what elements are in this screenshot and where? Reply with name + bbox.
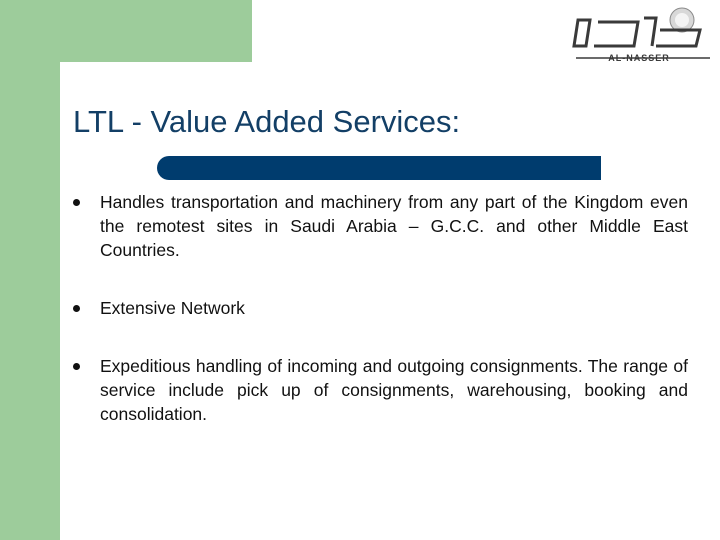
bullet-item	[73, 296, 688, 320]
bullet-list	[73, 190, 688, 426]
logo-caption: AL-NASSER	[608, 53, 670, 63]
slide-title: LTL - Value Added Services:	[73, 104, 461, 139]
bullet-item	[73, 354, 688, 426]
bullet-text: Handles transportation and machinery from any part of the Kingdom even the remotest sites in Saudi Arabia – G.C.C. and other Middle East Countries.	[100, 192, 688, 260]
green-top-band	[0, 0, 252, 62]
bullet-dot-icon	[73, 305, 80, 312]
green-sidebar-band	[0, 0, 60, 540]
bullet-text: Extensive Network	[100, 298, 245, 318]
bullet-text: Expeditious handling of incoming and outgoing consignments. The range of service include pick up of consignments, warehousing, booking and consolidation.	[100, 356, 688, 424]
bullet-dot-icon	[73, 199, 80, 206]
title-underline-bar	[157, 156, 601, 180]
bullet-dot-icon	[73, 363, 80, 370]
bullet-item	[73, 190, 688, 262]
